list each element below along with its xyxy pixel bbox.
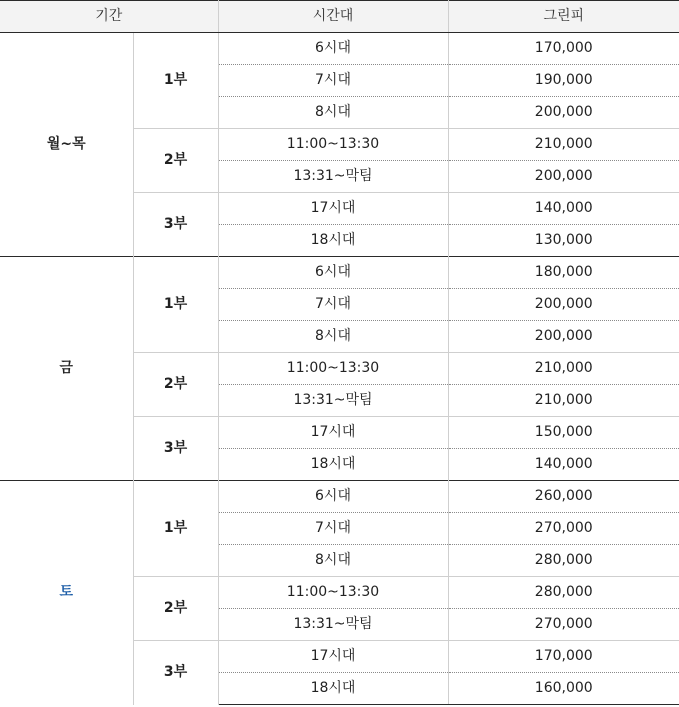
header-row [0, 1, 679, 33]
time-slot-cell: 17시대 [218, 417, 448, 449]
part-label: 1부 [133, 257, 218, 353]
part-label: 3부 [133, 417, 218, 481]
green-fee-cell: 170,000 [534, 40, 593, 56]
time-slot-cell: 18시대 [218, 225, 448, 257]
time-slot-cell: 11:00~13:30 [218, 353, 448, 385]
header-green-fee: 그린피 [448, 1, 679, 33]
time-slot-cell: 13:31~막팀 [218, 609, 448, 641]
header-period: 기간 [0, 1, 218, 33]
time-slot-cell: 13:31~막팀 [218, 161, 448, 193]
green-fee-cell: 200,000 [448, 97, 679, 129]
time-slot-cell: 17시대 [218, 193, 448, 225]
time-slot-cell: 6시대 [218, 33, 448, 65]
green-fee-cell: 260,000 [448, 481, 679, 513]
green-fee-cell: 190,000 [448, 65, 679, 97]
green-fee-cell: 140,000 [448, 449, 679, 481]
time-slot-cell: 13:31~막팀 [218, 385, 448, 417]
time-slot-cell: 7시대 [218, 513, 448, 545]
green-fee-cell: 210,000 [448, 353, 679, 385]
green-fee-cell: 280,000 [448, 577, 679, 609]
time-slot-cell: 11:00~13:30 [218, 577, 448, 609]
time-slot-cell: 8시대 [218, 97, 448, 129]
part-label: 3부 [133, 641, 218, 705]
table-row [0, 257, 679, 289]
part-label: 2부 [133, 353, 218, 417]
table-header [0, 1, 679, 33]
green-fee-cell: 160,000 [448, 673, 679, 705]
part-label: 1부 [133, 481, 218, 577]
green-fee-cell: 180,000 [448, 257, 679, 289]
green-fee-cell: 200,000 [448, 289, 679, 321]
time-slot-cell: 7시대 [218, 289, 448, 321]
green-fee-cell: 210,000 [448, 385, 679, 417]
part-label: 2부 [133, 129, 218, 193]
time-slot-cell: 7시대 [218, 65, 448, 97]
table-row [0, 481, 679, 513]
green-fee-cell: 130,000 [448, 225, 679, 257]
green-fee-cell: 280,000 [448, 545, 679, 577]
green-fee-cell: 140,000 [448, 193, 679, 225]
green-fee-cell: 150,000 [448, 417, 679, 449]
green-fee-cell: 170,000 [448, 641, 679, 673]
header-time-slot: 시간대 [218, 1, 448, 33]
green-fee-cell: 200,000 [448, 321, 679, 353]
time-slot-cell: 18시대 [218, 449, 448, 481]
table-row [0, 33, 679, 65]
time-slot-cell: 6시대 [218, 481, 448, 513]
time-slot-cell: 17시대 [218, 641, 448, 673]
time-slot-cell: 6시대 [218, 257, 448, 289]
part-label: 1부 [133, 33, 218, 129]
green-fee-cell: 200,000 [448, 161, 679, 193]
part-label: 2부 [133, 577, 218, 641]
green-fee-cell: 210,000 [448, 129, 679, 161]
time-slot-cell: 8시대 [218, 545, 448, 577]
part-label: 3부 [133, 193, 218, 257]
green-fee-cell: 270,000 [448, 609, 679, 641]
time-slot-cell: 11:00~13:30 [218, 129, 448, 161]
period-day-label: 금 [0, 257, 133, 481]
green-fee-cell: 270,000 [448, 513, 679, 545]
period-day-label: 월~목 [0, 33, 133, 257]
time-slot-cell: 18시대 [218, 673, 448, 705]
period-day-label: 토 [0, 481, 133, 705]
table-body [0, 33, 679, 705]
time-slot-cell: 8시대 [218, 321, 448, 353]
